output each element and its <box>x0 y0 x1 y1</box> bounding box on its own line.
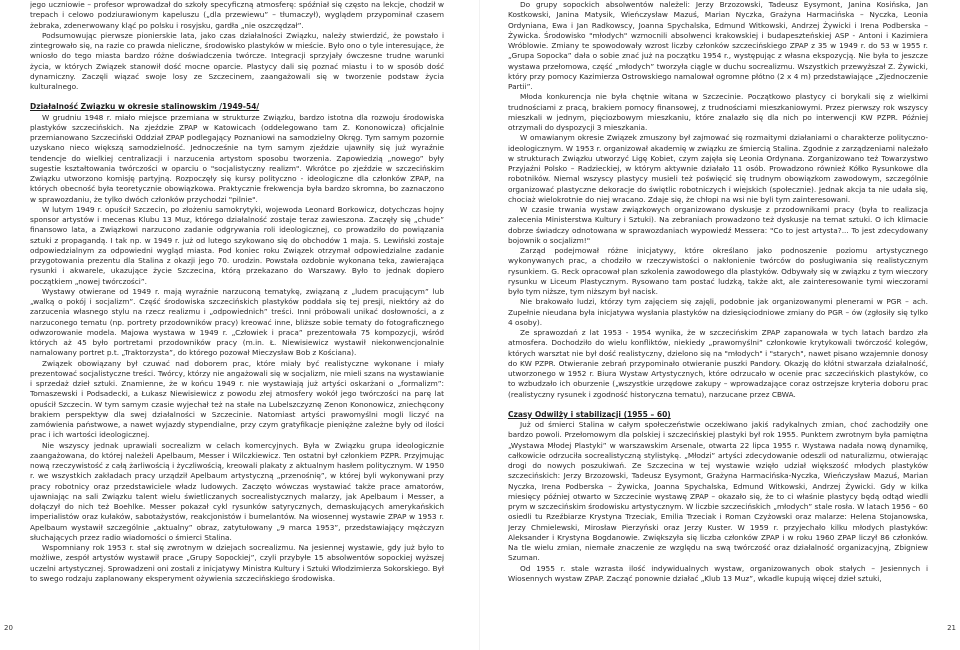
paragraph: W grudniu 1948 r. miało miejsce przemiana w strukturze Związku, bardzo istotna dla rozwoju środowiska plastyków szczecińskich. Na zjeździe ZPAP w Katowicach (oddelegowano tam Z. Kononowicza) oficjalnie przemianowano Szczeciński Oddział ZPAP podlegający Poznaniowi na samodzielny Okręg. Tym samym pozornie uzyskano nieco większą samodzielność. Jednocześnie na tym samym zjeździe ujawniły się już wyraźnie tendencje do wielkiej centralizacji i narzucenia artystom sposobu tworzenia. Zapowiedzią „nowego” były sugestie kształtowania twórczości w oparciu o "socjalistyczny realizm". Wkrótce po zjeździe w szczecińskim Związku utworzono komisję partyjną. Rozpoczęły się kursy polityczno - ideologiczne dla członków ZPAP, na których obecność była teoretycznie obowiązkowa. Praktycznie frekwencja była bardzo skromna, bo zaznaczono w sprawozdaniu, że tylko dwóch członków przychodzi "pilnie". <box>30 112 444 204</box>
paragraph: jego uczniowie – profesor wprowadzał do szkoły specyficzną atmosferę: spóźniał się często na lekcje, chodził w trepach i celowo podziurawionym kapeluszu („dla przewiewu” – tłumaczył), wyglądem przypominał czasem żebraka, zdenerwowany kląć po polsku i rosyjsku, gardła „nie oszczędzał”. <box>30 0 444 30</box>
paragraph: Od 1955 r. stale wzrasta ilość indywidualnych wystaw, organizowanych obok stałych – Jesiennych i Wiosennych wystaw ZPAP. Zacząć ponownie działać „Klub 13 Muz”, wkadle kupują więcej dzieł sztuki, <box>508 563 928 583</box>
paragraph: Do grupy sopockich absolwentów należeli: Jerzy Brzozowski, Tadeusz Eysymont, Janina Kosińska, Jan Kostkowski, Janina Matysik, Wieńczysław Mazuś, Marian Nyczka, Grażyna Harmacińska – Nyczka, Leonia Ordyniana, Ewa i Jan Radkowscy, Joanna Spychalska, Edmund Witkowski, Andrzej Żywicki i Irena Podberska – Żywicka. Środowisko "młodych" wzmocnili absolwenci krakowskiej i budapeszteńskiej ASP - Antoni i Kazimiera Wróblowie. Zmiany te spowodowały wzrost liczby członków szczecińskiego ZPAP z 35 w 1949 r. do 53 w 1955 r. „Grupa Sopocka” dała o sobie znać już na początku 1954 r., występując z własna ekspozycją. Nie była to jeszcze wystawa przełomowa, część „młodych” tworzyła ciągle w duchu socrealizmu. Wszystkich przewyższał Z. Żywicki, który przy pomocy Kazimierza Ostrowskiego namalował ogromne płótno (2 x 4 m) przedstawiające „Zjednoczenie Partii”. <box>508 0 928 91</box>
left-text-column <box>30 0 444 620</box>
paragraph: Podsumowując pierwsze pionierskie lata, jako czas działalności Związku, należy stwierdzić, że powstało i zintegrowało się, na razie co prawda nieliczne, środowisko plastyków w mieście. Było ono o tyle interesujące, że wniosło do tego miasta bardzo różne doświadczenia twórcze. Integracji sprzyjały ówczesne trudne warunki życia, w których Związek stanowił dość mocne oparcie. Plastycy dali się poznać miastu i to w sposób dość dynamiczny. Zaczęli wiązać swoje losy ze Szczecinem, zaangażowali się w tworzenie podstaw życia kulturalnego. <box>30 30 444 91</box>
right-page <box>480 0 960 650</box>
section-heading-stalinist: Działalność Związku w okresie stalinowskim /1949-54/ <box>30 102 260 112</box>
paragraph: W omawianym okresie Związek zmuszony był zajmować się rozmaitymi działaniami o charakterze polityczno-ideologicznym. W 1953 r. organizował akademię w związku ze śmiercią Stalina. Zgodnie z zarządzeniami należało w strukturach Związku utworzyć Ligę Kobiet, czym zajęła się Leonia Ordynana. Zorganizowano też Towarzystwo Przyjaźni Polsko – Radzieckiej, w którym aktywnie działało 11 osób. Prowadzono również Kółko Rysunkowe dla robotników. Niemal wszyscy plastycy musieli też poświęcić się trudnym obowiązkom zawodowym, szczególnie organizować plastyczne dekoracje do świętlic robotniczych i wiejskich (społecznie). Jednak akcja ta nie udała się, chociaż wielokrotnie do niej wracano. Zdaje się, że chłopi na wsi nie byli tym zainteresowani. <box>508 133 928 204</box>
paragraph: Nie wszyscy jednak uprawiali socrealizm w celach komercyjnych. Była w Związku grupa ideologicznie zaangażowana, do której należeli Apelbaum, Messer i Wilczkiewicz. Ten ostatni był członkiem PZPR. Przyjmując nową rzeczywistość z całą żarliwością i życzliwością, kreowali plakaty z aktualnym hasłem politycznym. W 1950 r. we wszystkich zakładach pracy urządził Apelbaum artystyczną „przenośnię”, w której byli wykonywani przy pracy robotnicy oraz przedstawiciele władz ludowych. Zaczęto wówczas wystawiać także prace amatorów, ujawniając na sali Związku talent wielu świetliczanych socrealistycznych malarzy, jak Apelbaum i Messer, a dołączył do nich też Boehlke. Messer pokazał cykl rysunków satyrycznych, demaskujących amerykańskich imperialistów oraz kułaków, sabotażystów, reakcjonistów i bumelantów. Na wiosennej wystawie ZPAP w 1953 r. Apelbaum wystawił szczególnie „aktualny” obraz, zatytułowany „9 marca 1953”, przedstawiający mężczyzn słuchających przez radio wiadomości o śmierci Stalina. <box>30 440 444 542</box>
right-text-column <box>508 0 928 620</box>
paragraph: Wystawy otwierane od 1949 r. mają wyraźnie narzuconą tematykę, związaną z „ludem pracującym” lub „walką o pokój i socjalizm”. Część środowiska szczecińskich plastyków poddała się tej presji, niektóry aż do zarzucenia własnego stylu na rzecz realizmu i „odpowiednich” treści. Inni próbowali unikać dosłowności, a z narzuconego tematu (np. portrety przodowników pracy) kreować inne, bliższe sobie tematy do fotograficznego odwzorowanie modela. Majowa wystawa w 1949 r. „Człowiek i praca” prezentowała 75 kompozycji, wśród których aż 45 było portretami przodowników pracy (m.in. Ł. Niewisiewicz wystawił niekonwencjonalnie namalowany portret p.t. „Traktorzysta”, do którego pozował Mieczysław Bob z Kościana). <box>30 286 444 358</box>
paragraph: Ze sprawozdań z lat 1953 - 1954 wynika, że w szczecińskim ZPAP zapanowała w tych latach bardzo zła atmosfera. Dochodziło do wielu konfliktów, niekiedy „prawomyślni” członkowie krytykowali twórczość kolegów, których warsztat nie był dość realistyczny, dzielono się na "młodych" i "starych", nawet pisano wzajemnie donosy do KW PZPR. Otwieranie zebrań przypominało otwieranie puszki Pandory. Okazję do kłótni stwarzała działalność, utworzonego w 1952 r. Biura Wystaw Artystycznych, które odrzucało w ocenie prac szczecińskich plastyków, co to wzbudzało ich oburzenie („wszystkie urzędowe zakupy – wprowadzające coraz ostrzejsze kryteria doboru prac (realistyczny rysunek i zgodność historyczna tematu), narzucane przez CBWA. <box>508 328 928 399</box>
paragraph: Już od śmierci Stalina w całym społeczeństwie oczekiwano jakiś radykalnych zmian, choć zachodziły one bardzo powoli. Przełomowym dla polskiej i szczecińskiej plastyki był rok 1955. Punktem zwrotnym była pamiętna „Wystawa Młodej Plastyki” w warszawskim Arsenale, otwarta 22 lipca 1955 r. Wystawa nadała nową dynamikę, całkowicie odrzuciła socrealistyczną stylistykę. „Młodzi” artyści zdecydowanie odeszli od naturalizmu, otwierając drogi do nowych poszukiwań. Ze Szczecina w tej wystawie wzięło udział większość młodych plastyków szczecińskich: Jerzy Brzozowski, Tadeusz Eysymont, Grażyna Harmacińska-Nyczka, Wieńczysław Mazuś, Marian Nyczka, Irena Podberska – Żywicka, Joanna Spychalska, Edmund Witkowski, Andrzej Żywicki. Gdy w kilka miesięcy później otwarto w Szczecinie wystawę ZPAP – okazało się, że to ci właśnie plastycy będą odtąd wiedli prym w szczecińskim środowisku artystycznym. W liczbie szczecińskich „młodych” stale rosła. W latach 1956 – 60 osiedli tu Rzeźbiarze Krystyna Trzeciak, Emilia Trzeciak i Roman Czyżowski oraz malarze: Helena Stojanowska, Jerzy Chmielewski, Mirosław Pierzyński oraz Jerzy Kuster. W 1959 r. przyjechało kilku młodych plastyków: Aleksander i Krystyna Bogdanowie. Zwiększyła się liczba członków ZPAP i w roku 1960 ZPAP liczył 86 członków. Na tle wielu zmian, niemałe znaczenie ze względu na swą twórczość oraz działalność organizacyjną, Zbigniew Szuman. <box>508 420 928 563</box>
paragraph: Wspomniany rok 1953 r. stał się zwrotnym w dziejach socrealizmu. Na jesiennej wystawie, gdy już było to możliwe, zespół artystów wystawił prace „Grupy Sopockiej”, czyli przybyłe 15 absolwentów sopockiej wyższej uczelni artystycznej. Sprowadzeni oni zostali z inicjatywy Ministra Kultury i Sztuki Włodzimierza Sokorskiego. Był to swego rodzaju zaplanowany eksperyment ożywienia szczecińskiego środowiska. <box>30 543 444 583</box>
paragraph: W czasie trwania wystaw związkowych organizowano dyskusje z przodownikami pracy (była to realizacja zalecenia Ministerstwa Kultury i Sztuki). Na zebraniach prowadzono też dyskusje na temat sztuki. O ich klimacie dobrze świadczy odnotowana w sprawozdaniach wypowiedź Messera: "Co to jest artysta?... To jest zdecydowany bojownik o socjalizm!" <box>508 205 928 245</box>
paragraph: Zarząd podejmował różne inicjatywy, które określano jako podnoszenie poziomu artystycznego wykonywanych prac, a chodziło w rzeczywistości o nakłonienie twórców do posługiwania się realistycznym rysunkiem. G. Reck opracował plan szkolenia zawodowego dla plastyków. Odbywały się w związku z tym wieczory rysunku w Liceum Plastycznym. Rysowano tam postać ludzką, także akt, ale zainteresowanie tymi wieczorami było tym niższe, tym niższym był nacisk. <box>508 246 928 296</box>
paragraph: Młoda konkurencja nie była chętnie witana w Szczecinie. Początkowo plastycy ci borykali się z wielkimi trudnościami z pracą, brakiem pomocy finansowej, z trudnościami mieszkaniowymi. Przez pierwszy rok wszyscy mieszkali w jednym, pięciozbowym mieszkaniu, które znalazło się dla nich po interwencji KW PZPR. Później otrzymali do dyspozycji 3 mieszkania. <box>508 92 928 132</box>
page-number-left: 20 <box>4 624 13 632</box>
paragraph: Związek obowiązany był czuwać nad doborem prac, które miały być realistyczne wykonane i miały prezentować socjalistyczne treści. Twórcy, którzy nie angażowali się w socjalizm, nie mieli szans na wystawianie i sprzedaż dzieł sztuki. Znamienne, że w końcu 1949 r. nie wystawiają już artyści oskarżani o „formalizm”: Tomaszewski i Podsadecki, a Łukasz Niewisiewicz z powodu złej atmosfery wokół jego twórczości na parę lat opuścił Szczecin. W tym samym czasie wyjechał też na stałe na Lubelszczyznę Zenon Kononowicz, zniechęcony brakiem perspektyw dla swej działalności w Szczecinie. Natomiast artyści prawomyślni mogli liczyć na zamówienia państwowe, a nawet wyjazdy stypendialne, przy czym gratyfikacje pieniężne zależne były od ilości prac i ich wartości ideologicznej. <box>30 358 444 440</box>
page-number-right: 21 <box>947 624 956 632</box>
paragraph: W lutym 1949 r. opuścił Szczecin, po złożeniu samokrytyki, wojewoda Leonard Borkowicz, dotychczas hojny sponsor artystów i mecenas Klubu 13 Muz, którego działalność zostaje teraz zawieszona. Zaczęły się „chude” finansowo lata, a Związkowi narzucono zadanie odgrywania roli ideologicznej, co prowadziło do powiązania sztuki z propagandą. I tak np. w 1949 r. już od lutego szykowano się do obchodów 1 maja. S. Lewiński zostaje odpowiedzialnym za odpowiedni wygląd miasta. Pod koniec roku Związek otrzymał odpowiedzialne zadanie przygotowania prezentu dla Stalina z okazji jego 70. urodzin. Powstała ozdobnie wykonana teka, zawierająca rysunki i akwarele, ukazujące życie Szczecina, którą przekazano do Warszawy. Było to jednak dopiero początkiem „nowej twórczości”. <box>30 204 444 286</box>
paragraph: Nie brakowało ludzi, którzy tym zajęciem się zajęli, podobnie jak organizowanymi plenerami w PGR – ach. Zupełnie nieudana była inicjatywa wysłania plastyków na dziesięciodniowe zmiany do PGR – ów (zgłosiły się tylko 4 osoby). <box>508 297 928 327</box>
section-heading-thaw: Czasy Odwilży i stabilizacji (1955 – 60) <box>508 409 671 419</box>
